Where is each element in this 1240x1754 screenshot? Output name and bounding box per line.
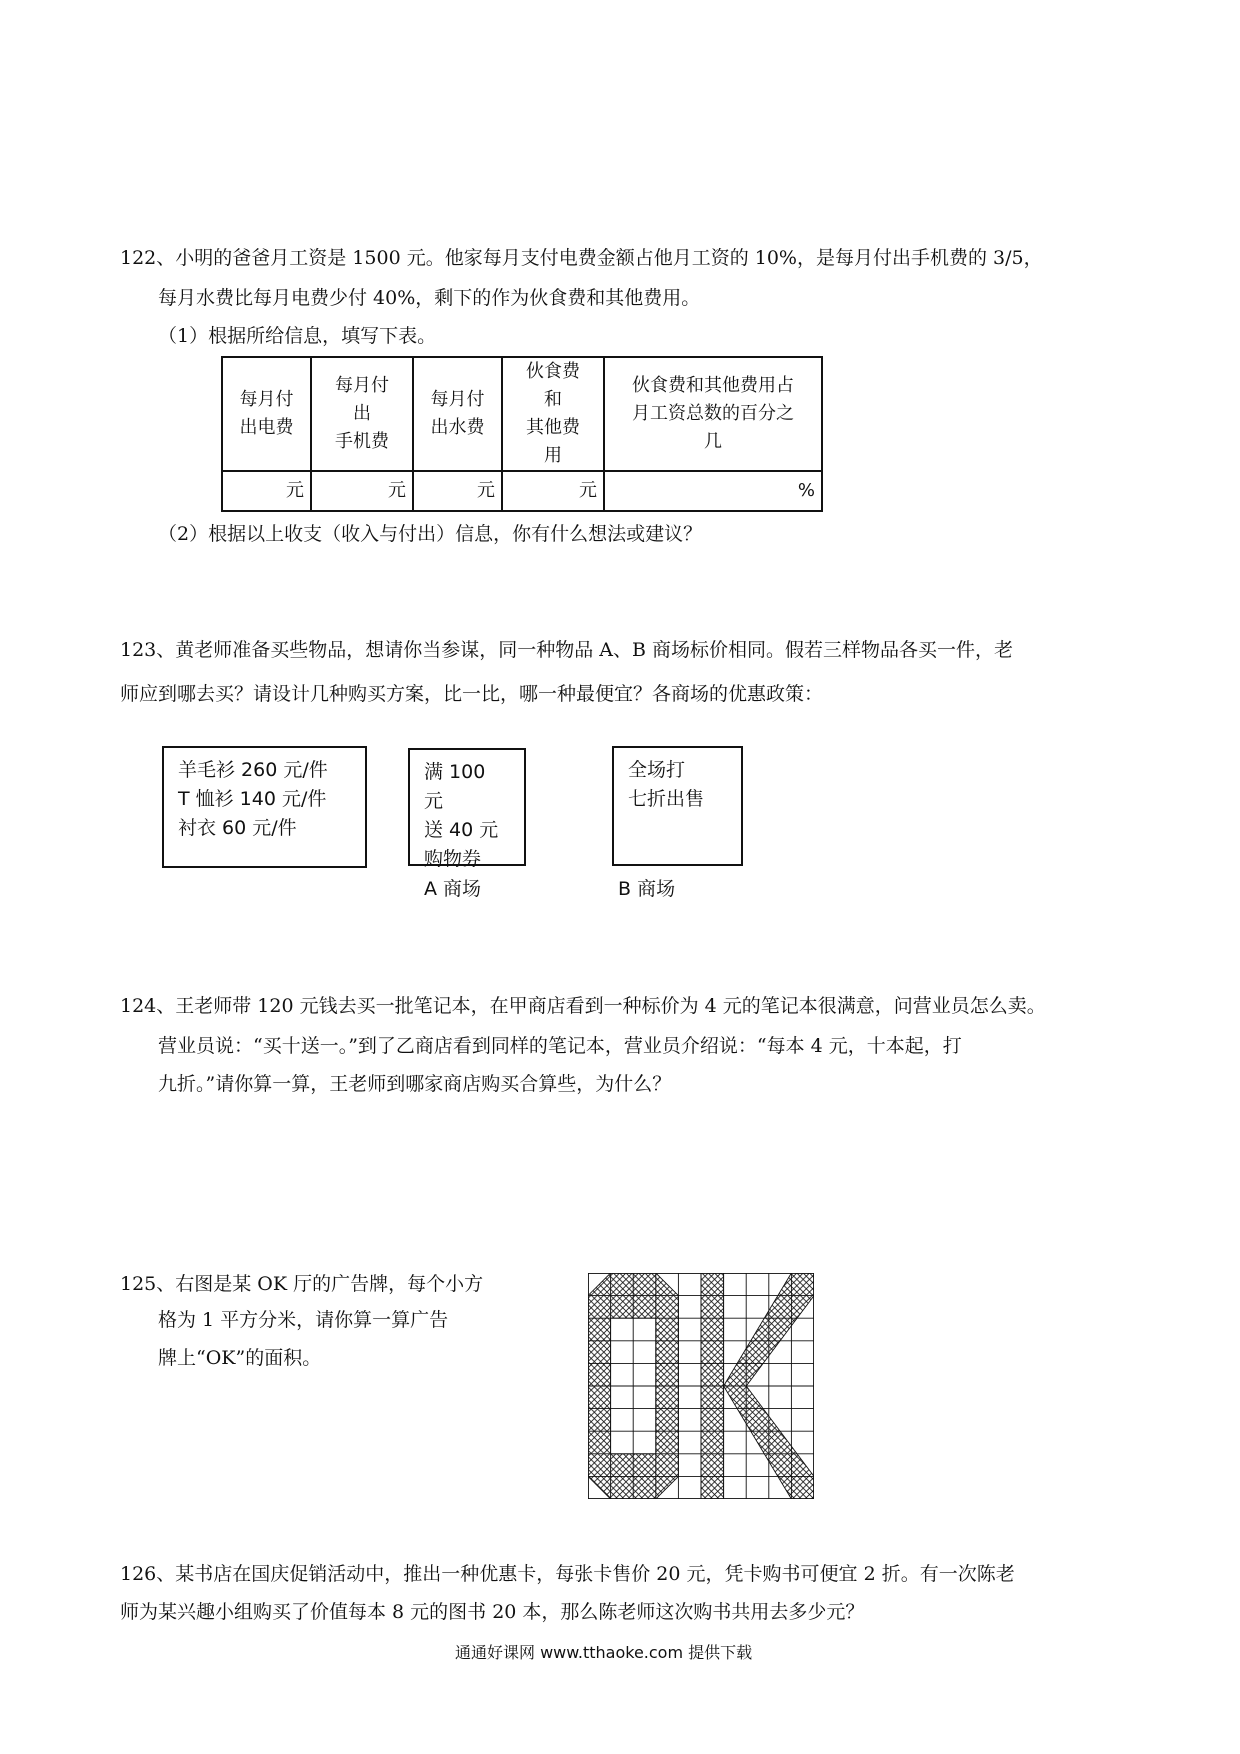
q122-text-line2: 每月水费比每月电费少付 40%，剩下的作为伙食费和其他费用。: [158, 287, 701, 309]
price-list-box: 羊毛衫 260 元/件 T 恤衫 140 元/件 衬衣 60 元/件: [162, 746, 367, 868]
q124-text-line3: 九折。”请你算一算，王老师到哪家商店购买合算些，为什么？: [158, 1073, 672, 1095]
value-cell-phone: 元: [311, 471, 413, 511]
q124-text-line1: 124、王老师带 120 元钱去买一批笔记本，在甲商店看到一种标价为 4 元的笔记本很满意，问营业员怎么卖。: [120, 995, 1046, 1017]
q125-text-line3: 牌上“OK”的面积。: [158, 1347, 322, 1369]
value-cell-electricity: 元: [222, 471, 311, 511]
q122-text-line1: 122、小明的爸爸月工资是 1500 元。他家每月支付电费金额占他月工资的 10%，是每月付出手机费的 3/5，: [120, 247, 1043, 269]
header-percentage: 伙食费和其他费用占 月工资总数的百分之 几: [604, 357, 822, 471]
store-b-promo-box: 全场打 七折出售: [612, 746, 743, 866]
expense-table-header-row: [222, 357, 822, 471]
value-cell-percentage: %: [604, 471, 822, 511]
q126-text-line2: 师为某兴趣小组购买了价值每本 8 元的图书 20 本，那么陈老师这次购书共用去多少元？: [120, 1601, 865, 1623]
header-food-other: 伙食费 和 其他费 用: [502, 357, 604, 471]
q125-text-line2: 格为 1 平方分米，请你算一算广告: [158, 1309, 449, 1331]
value-cell-food-other: 元: [502, 471, 604, 511]
q123-text-line1: 123、黄老师准备买些物品，想请你当参谋，同一种物品 A、B 商场标价相同。假若三样物品各买一件，老: [120, 639, 1014, 661]
store-a-promo-box: 满 100 元 送 40 元 购物券: [408, 748, 526, 866]
q122-sub2: （2）根据以上收支（收入与付出）信息，你有什么想法或建议？: [158, 523, 703, 545]
q124-text-line2: 营业员说：“买十送一。”到了乙商店看到同样的笔记本，营业员介绍说：“每本 4 元，十本起，打: [158, 1035, 962, 1057]
header-electricity: 每月付 出电费: [222, 357, 311, 471]
header-water: 每月付 出水费: [413, 357, 502, 471]
store-a-label: A 商场: [424, 878, 482, 900]
expense-table: [221, 356, 823, 512]
q125-text-line1: 125、右图是某 OK 厅的广告牌，每个小方: [120, 1273, 484, 1295]
q122-sub1: （1）根据所给信息，填写下表。: [158, 325, 437, 347]
q123-text-line2: 师应到哪去买？请设计几种购买方案，比一比，哪一种最便宜？各商场的优惠政策：: [120, 683, 824, 705]
header-phone: 每月付 出 手机费: [311, 357, 413, 471]
store-b-label: B 商场: [618, 878, 676, 900]
value-cell-water: 元: [413, 471, 502, 511]
ok-billboard-grid: [588, 1273, 814, 1499]
expense-table-value-row: [222, 471, 822, 511]
page-footer: 通通好课网 www.tthaoke.com 提供下载: [455, 1643, 753, 1662]
q126-text-line1: 126、某书店在国庆促销活动中，推出一种优惠卡，每张卡售价 20 元，凭卡购书可便宜 2 折。有一次陈老: [120, 1563, 1015, 1585]
